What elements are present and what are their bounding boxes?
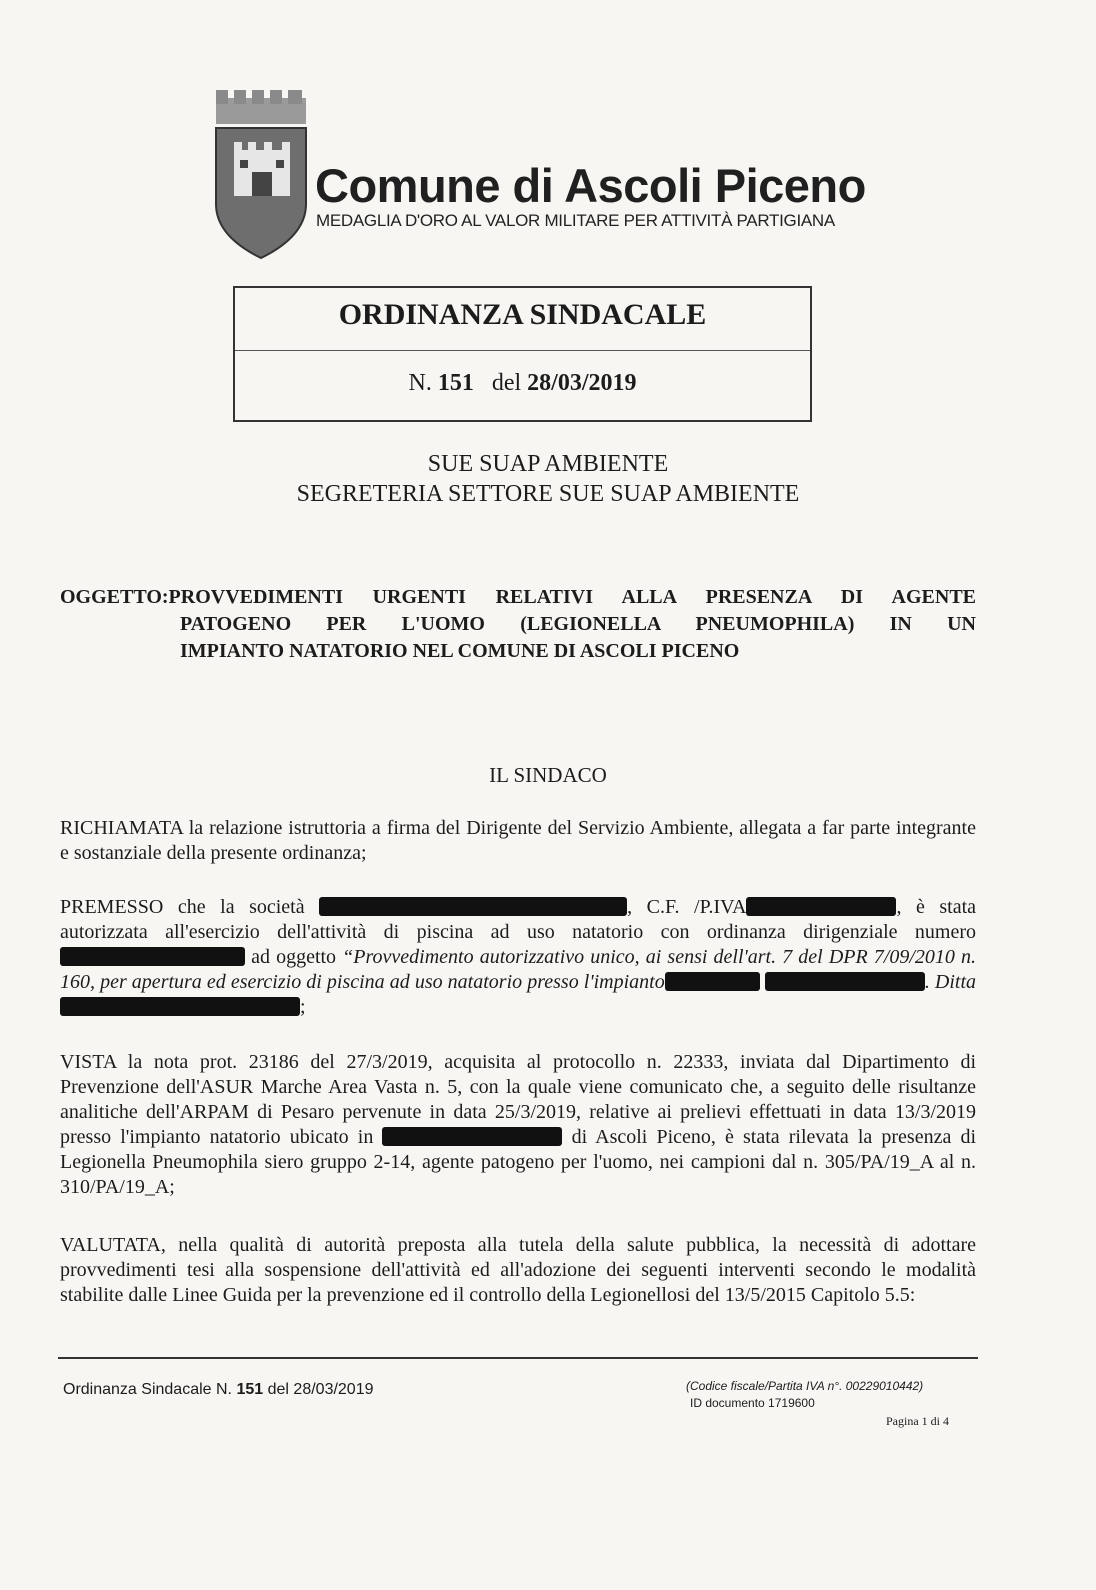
vista-text-1: VISTA la nota prot. 23186 del 27/3/2019, acquisita al protocollo n. 22333, inviata dal Dipartimento di Prevenzione dell'ASUR Marche Area Vasta n. 5, con la quale viene comunicato che, a seguito delle risultanze analitiche dell'ARPAM di Pesaro pervenute in data 25/3/2019, relative ai prelievi effettuati in data 13/3/2019 presso l'impianto natatorio ubicato in [60,1051,976,1148]
premesso-text-1: PREMESSO che la società [60,896,305,918]
ordinance-number-value: 151 [437,370,474,396]
ordinance-title: ORDINANZA SINDACALE [338,298,707,331]
footer-number: 151 [236,1381,264,1398]
footer-fiscal-code: (Codice fiscale/Partita IVA n°. 00229010442) [686,1379,924,1393]
redaction-bar [665,972,760,991]
office-line-1: SUE SUAP AMBIENTE [427,451,669,477]
paragraph-vista [60,1050,976,1200]
subject-line-3: IMPIANTO NATATORIO NEL COMUNE DI ASCOLI PICENO [180,640,740,662]
footer-ordinance-ref [63,1381,374,1399]
ordinance-date: 28/03/2019 [527,370,637,396]
org-motto: MEDAGLIA D'ORO AL VALOR MILITARE PER ATTIVITÀ PARTIGIANA [316,211,835,230]
premesso-ditta: . Ditta [924,971,977,993]
subject-line-2: PATOGENO PER L'UOMO (LEGIONELLA PNEUMOPHILA) IN UN [180,613,976,635]
subject [60,584,976,665]
ordinance-title-box [233,286,812,422]
redaction-bar [60,947,245,966]
redaction-bar [746,897,896,916]
footer-left-text: Ordinanza Sindacale [63,1381,212,1398]
ordinance-number-prefix: N. [408,370,432,396]
redaction-bar [319,897,627,916]
redaction-bar [765,972,925,991]
paragraph-valutata [60,1233,976,1308]
premesso-italic-text: “Provvedimento autorizzativo unico, ai sensi dell'art. 7 del DPR 7/09/2010 n. 160, per apertura ed esercizio di piscina ad uso natatorio presso l'impianto [60,946,977,993]
premesso-text-3: , è stata autorizzata all'esercizio dell'attività di piscina ad uso natatorio con ordinanza dirigenziale numero [60,896,976,943]
redaction-bar [382,1127,562,1146]
body-heading: IL SINDACO [489,763,607,787]
city-crest-icon [212,86,312,262]
footer-date-prefix: del [267,1381,289,1398]
footer-rule [58,1357,978,1359]
premesso-end: ; [300,996,306,1018]
vista-text-2: di Ascoli Piceno, è stata rilevata la presenza di Legionella Pneumophila siero gruppo 2-14, agente patogeno per l'uomo, nei campioni dal n. 305/PA/19_A al n. 310/PA/19_A; [60,1126,977,1198]
office-line-2: SEGRETERIA SETTORE SUE SUAP AMBIENTE [296,481,800,507]
valutata-text: VALUTATA, nella qualità di autorità preposta alla tutela della salute pubblica, la necessità di adottare provvedimenti tesi alla sospensione dell'attività ed all'adozione dei seguenti interventi secondo le modalità stabilite dalle Linee Guida per la prevenzione ed il controllo della Legionellosi del 13/5/2015 Capitolo 5.5: [60,1234,976,1306]
footer-number-prefix: N. [216,1381,232,1398]
redaction-bar [60,997,300,1016]
premesso-text-2: , C.F. /P.IVA [627,896,747,918]
paragraph-richiamata [60,816,976,866]
premesso-text-4: ad oggetto [251,946,337,968]
footer-date: 28/03/2019 [293,1381,374,1398]
footer-doc-id: ID documento 1719600 [690,1396,815,1410]
org-name: Comune di Ascoli Piceno [315,159,866,212]
title-divider [235,350,810,351]
ordinance-number [235,370,810,397]
ordinance-date-prefix: del [491,370,522,396]
paragraph-premesso [60,895,976,1020]
richiamata-text: RICHIAMATA la relazione istruttoria a firma del Dirigente del Servizio Ambiente, allegata a far parte integrante e sostanziale della presente ordinanza; [60,817,976,864]
footer-page-number: Pagina 1 di 4 [886,1414,949,1428]
subject-line-1: OGGETTO:PROVVEDIMENTI URGENTI RELATIVI ALLA PRESENZA DI AGENTE [60,586,976,608]
